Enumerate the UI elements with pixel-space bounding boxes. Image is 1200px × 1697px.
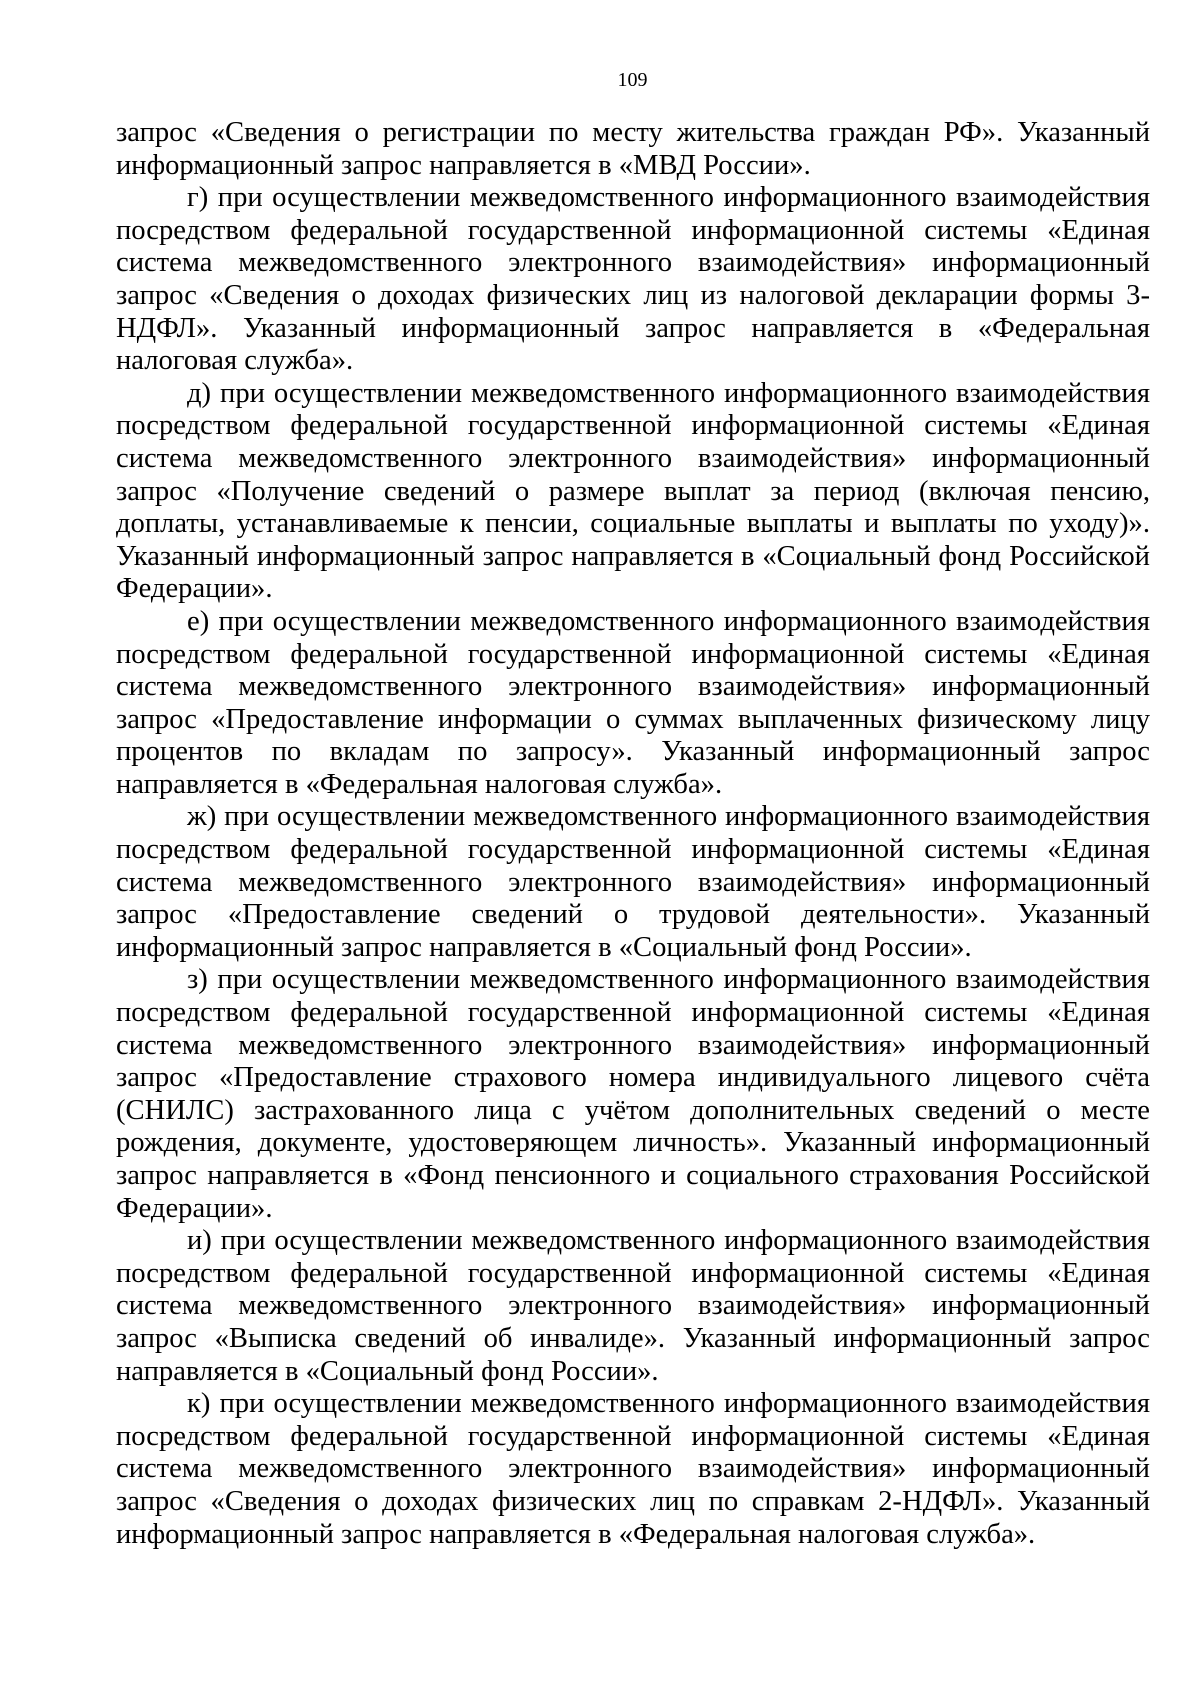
paragraph-item-d: д) при осуществлении межведомственного информационного взаимодействия посредством федеральной государственной информационной системы «Единая система межведомственного электронного взаимодействия» информационный запрос «Получение сведений о размере выплат за период (включая пенсию, доплаты, устанавливаемые к пенсии, социальные выплаты и выплаты по уходу)». Указанный информационный запрос направляется в «Социальный фонд Российской Федерации». [116,377,1150,605]
paragraph-continuation: запрос «Сведения о регистрации по месту жительства граждан РФ». Указанный информационный запрос направляется в «МВД России». [116,117,1150,181]
paragraph-item-z: з) при осуществлении межведомственного информационного взаимодействия посредством федеральной государственной информационной системы «Единая система межведомственного электронного взаимодействия» информационный запрос «Предоставление страхового номера индивидуального лицевого счёта (СНИЛС) застрахованного лица с учётом дополнительных сведений о месте рождения, документе, удостоверяющем личность». Указанный информационный запрос направляется в «Фонд пенсионного и социального страхования Российской Федерации». [116,964,1150,1224]
document-body [116,117,1150,1551]
paragraph-item-k: к) при осуществлении межведомственного информационного взаимодействия посредством федеральной государственной информационной системы «Единая система межведомственного электронного взаимодействия» информационный запрос «Сведения о доходах физических лиц по справкам 2-НДФЛ». Указанный информационный запрос направляется в «Федеральная налоговая служба». [116,1388,1150,1550]
paragraph-item-zh: ж) при осуществлении межведомственного информационного взаимодействия посредством федеральной государственной информационной системы «Единая система межведомственного электронного взаимодействия» информационный запрос «Предоставление сведений о трудовой деятельности». Указанный информационный запрос направляется в «Социальный фонд России». [116,801,1150,963]
paragraph-item-e: е) при осуществлении межведомственного информационного взаимодействия посредством федеральной государственной информационной системы «Единая система межведомственного электронного взаимодействия» информационный запрос «Предоставление информации о суммах выплаченных физическому лицу процентов по вкладам по запросу». Указанный информационный запрос направляется в «Федеральная налоговая служба». [116,605,1150,800]
paragraph-item-i: и) при осуществлении межведомственного информационного взаимодействия посредством федеральной государственной информационной системы «Единая система межведомственного электронного взаимодействия» информационный запрос «Выписка сведений об инвалиде». Указанный информационный запрос направляется в «Социальный фонд России». [116,1225,1150,1387]
page-number: 109 [617,69,648,91]
paragraph-item-g: г) при осуществлении межведомственного информационного взаимодействия посредством федеральной государственной информационной системы «Единая система межведомственного электронного взаимодействия» информационный запрос «Сведения о доходах физических лиц из налоговой декларации формы 3-НДФЛ». Указанный информационный запрос направляется в «Федеральная налоговая служба». [116,182,1150,377]
